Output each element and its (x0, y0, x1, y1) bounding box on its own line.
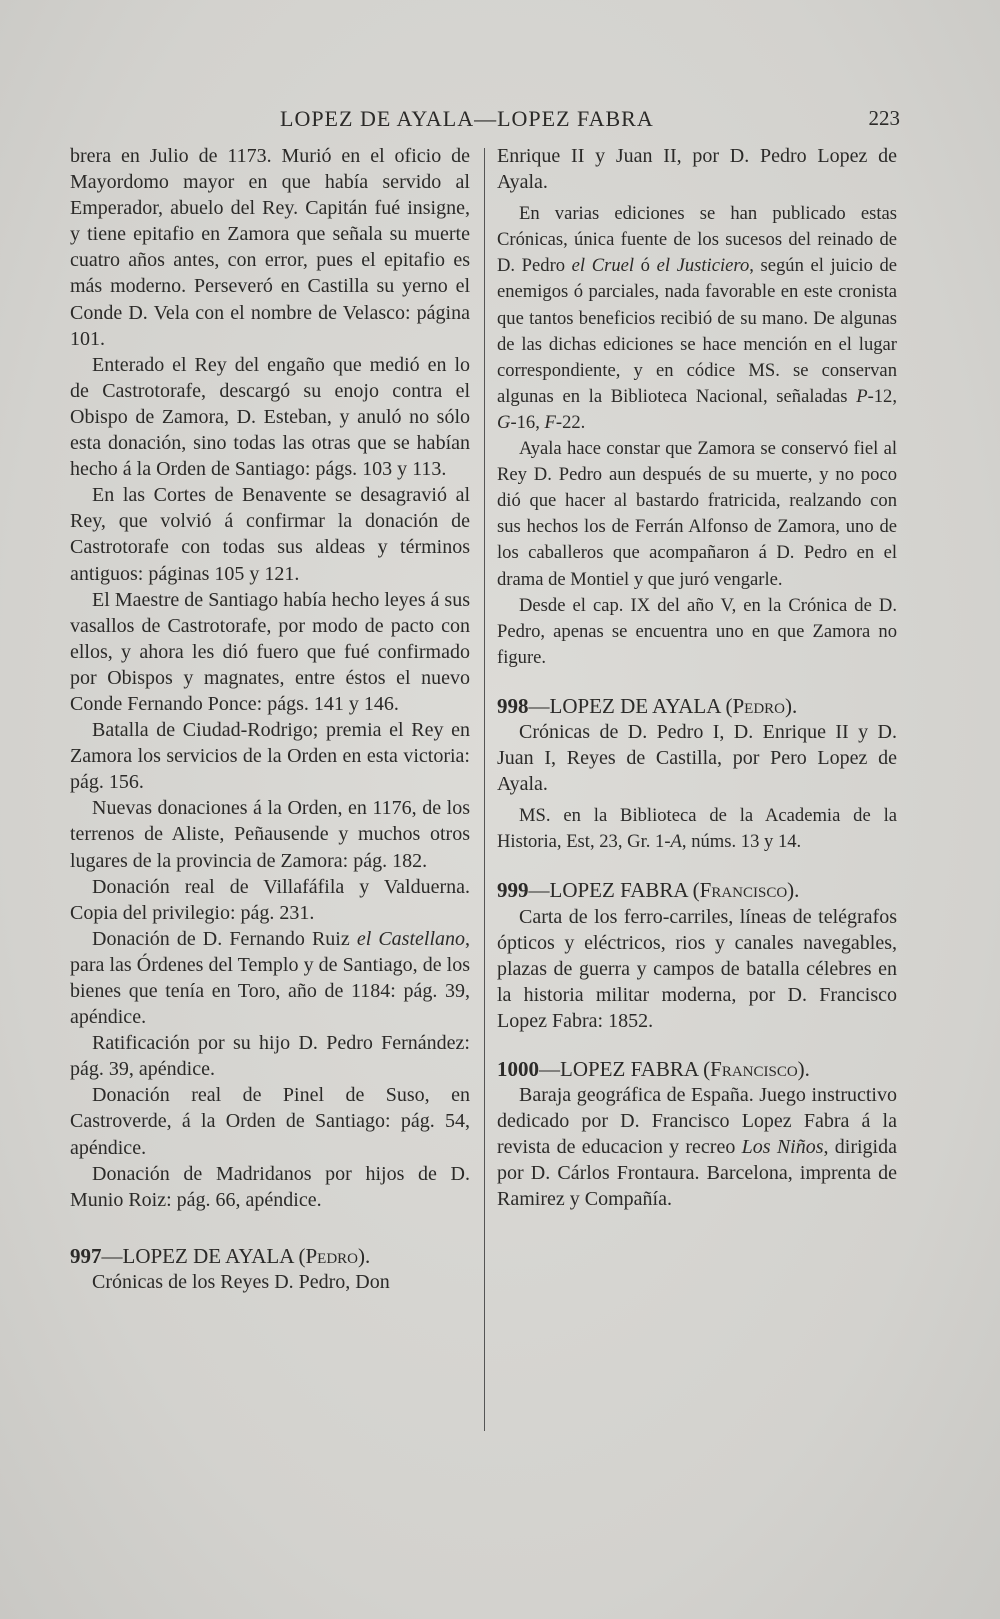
right-column (497, 143, 897, 1213)
text-run: , núms. 13 y 14. (681, 831, 802, 853)
entry-given-name: Francisco (710, 1057, 798, 1081)
entry-heading-997 (70, 1243, 470, 1269)
text-run: En varias ediciones se han publicado estas Crónicas, única fuente de los sucesos del reinado de D. Pedro (497, 203, 897, 277)
column-divider (484, 148, 485, 1431)
text-run: -12, (867, 385, 897, 407)
entry-close: ). (358, 1243, 371, 1268)
running-head (70, 106, 900, 136)
paragraph: Donación real de Villafáfila y Valduerna. Copia del privilegio: pág. 231. (70, 875, 470, 924)
entry-heading-1000 (497, 1056, 897, 1082)
italic-run: A (670, 831, 682, 853)
paragraph: El Maestre de Santiago había hecho leyes á sus vasallos de Castrotorafe, por modo de pacto con ellos, y ahora les dió fuero que fué confirmado por Obispos y magnates, entre éstos el nuevo Conde Fernando Ponce: págs. 141 y 146. (70, 588, 470, 715)
italic-run: F (544, 411, 556, 433)
text-run: MS. en la Biblioteca de la Academia de la Historia, Est, 23, Gr. 1- (497, 805, 897, 853)
entry-number: 998 (497, 693, 529, 718)
text-run: -16, (510, 411, 545, 433)
paragraph: En las Cortes de Benavente se desagravió al Rey, que volvió á confirmar la donación de Castrotorafe con todas sus aldeas y términos antiguos: páginas 105 y 121. (70, 484, 470, 585)
entry-number: 997 (70, 1243, 102, 1268)
entry-heading-998 (497, 693, 897, 719)
entry-heading-999 (497, 877, 897, 903)
entry-close: ). (785, 693, 798, 718)
entry-author: —LOPEZ FABRA ( (539, 1057, 711, 1081)
text-run: , según el juicio de enemigos ó parciales, nada favorable en este cronista que tantos beneficios recibió de su mano. De algunas de las dichas ediciones se hace mención en el lugar correspondiente, y en códice MS. se conservan algunas en la Biblioteca Nacional, señaladas (497, 255, 898, 407)
entry-text: Carta de los ferro-carriles, líneas de telégrafos ópticos y eléctricos, rios y canales navegables, plazas de guerra y campos de batalla célebres en la historia militar moderna, por D. Francisco Lopez Fabra: 1852. (497, 905, 897, 1032)
paragraph: Ratificación por su hijo D. Pedro Fernández: pág. 39, apéndice. (70, 1032, 470, 1081)
italic-run: el Justiciero (656, 255, 750, 277)
entry-number: 999 (497, 878, 529, 903)
entry-close: ). (787, 878, 800, 903)
text-run: , dirigida por D. Cárlos Frontaura. Barcelona, imprenta de Ramirez y Compañía. (497, 1136, 897, 1211)
paragraph: Desde el cap. IX del año V, en la Crónica de D. Pedro, apenas se encuentra uno en que Zamora no figure. (497, 594, 897, 668)
entry-given-name: Francisco (699, 878, 788, 903)
italic-run: P (856, 385, 868, 407)
paragraph: Donación real de Pinel de Suso, en Castroverde, á la Orden de Santiago: pág. 54, apéndice. (70, 1084, 470, 1159)
entry-number: 1000 (497, 1057, 539, 1081)
paragraph: Enrique II y Juan II, por D. Pedro Lopez de Ayala. (497, 145, 897, 194)
text-run: ó (634, 255, 657, 277)
text-run: , para las Órdenes del Templo y de Santiago, de los bienes que tenía en Toro, año de 1184: pág. 39, apéndice. (70, 927, 470, 1029)
paragraph (70, 926, 470, 1030)
left-column (70, 143, 470, 1295)
text-run: Donación de D. Fernando Ruiz (92, 927, 357, 950)
italic-run: G (497, 411, 511, 433)
italic-run: Los Niños (741, 1136, 824, 1159)
paragraph: Nuevas donaciones á la Orden, en 1176, de los terrenos de Aliste, Peñausende y muchos otros lugares de la provincia de Zamora: pág. 182. (70, 797, 470, 872)
entry-text: Crónicas de D. Pedro I, D. Enrique II y D. Juan I, Reyes de Castilla, por Pero Lopez de Ayala. (497, 720, 897, 796)
paragraph: Donación de Madridanos por hijos de D. Munio Roiz: pág. 66, apéndice. (70, 1162, 470, 1211)
text-run: -22. (555, 411, 586, 433)
paragraph: Ayala hace constar que Zamora se conservó fiel al Rey D. Pedro aun después de su muerte, y no poco dió que hacer al bastardo fratricida, realzando con sus hechos los de Ferrán Alfonso de Zamora, uno de los caballeros que acompañaron á D. Pedro en el drama de Montiel y que juró vengarle. (497, 438, 897, 590)
entry-given-name: Pedro (305, 1243, 358, 1268)
paragraph: brera en Julio de 1173. Murió en el oficio de Mayordomo mayor en que había servido al Emperador, abuelo del Rey. Capitán fué insigne, y tiene epitafio en Zamora que señala su muerte cuatro años antes, con error, pues el epitafio es más moderno. Perseveró en Castilla su yerno el Conde D. Vela con el nombre de Velasco: página 101. (70, 145, 470, 350)
paragraph: Batalla de Ciudad-Rodrigo; premia el Rey en Zamora los servicios de la Orden en esta victoria: pág. 156. (70, 719, 470, 794)
running-title: LOPEZ DE AYALA—LOPEZ FABRA (280, 106, 654, 131)
italic-run: el Castellano (356, 927, 465, 950)
entry-author: —LOPEZ FABRA ( (528, 878, 700, 903)
entry-author: —LOPEZ DE AYALA ( (101, 1243, 306, 1268)
entry-given-name: Pedro (732, 693, 785, 718)
italic-run: el Cruel (571, 255, 635, 277)
entry-text: Crónicas de los Reyes D. Pedro, Don (92, 1270, 390, 1293)
paragraph (497, 201, 897, 436)
text-run: Baraja geográfica de España. Juego instructivo dedicado por D. Francisco Lopez Fabra á la revista de educacion y recreo (497, 1084, 897, 1159)
paragraph: Enterado el Rey del engaño que medió en lo de Castrotorafe, descargó su enojo contra el Obispo de Zamora, D. Esteban, y anuló no sólo esta donación, sino todas las otras que se habían hecho á la Orden de Santiago: págs. 103 y 113. (70, 353, 470, 481)
entry-text (497, 1082, 897, 1212)
page-number: 223 (868, 106, 900, 130)
entry-close: ). (797, 1057, 810, 1081)
entry-author: —LOPEZ DE AYALA ( (528, 693, 733, 718)
entry-note (497, 803, 897, 855)
